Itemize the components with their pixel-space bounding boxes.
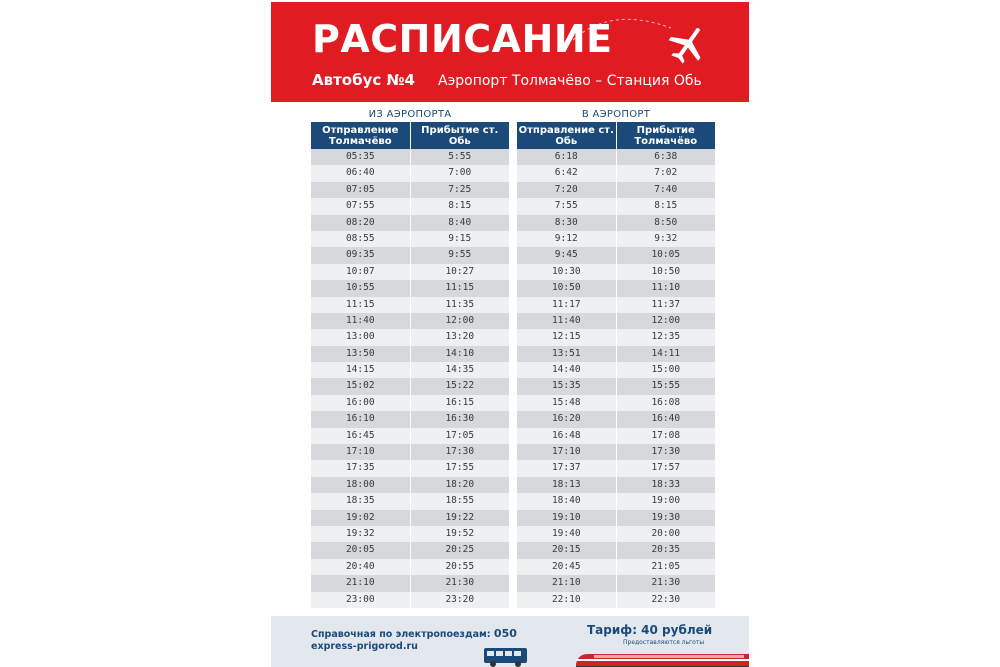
departure-cell: 17:37 — [551, 462, 581, 474]
departure-cell: 9:12 — [554, 232, 578, 244]
table-row — [517, 346, 715, 362]
table-row — [517, 559, 715, 575]
arrival-cell: 14:35 — [410, 362, 510, 378]
table-row — [311, 362, 509, 378]
arrival-cell: 21:05 — [616, 559, 716, 575]
table-row — [311, 378, 509, 394]
table-row — [311, 231, 509, 247]
departure-cell: 15:48 — [551, 396, 581, 408]
table-row — [311, 182, 509, 198]
table-row — [517, 378, 715, 394]
table-row — [517, 165, 715, 181]
arrival-cell: 5:55 — [410, 149, 510, 165]
departure-cell: 17:10 — [551, 446, 581, 458]
arrival-cell: 17:08 — [616, 428, 716, 444]
table-row — [311, 313, 509, 329]
arrival-cell: 14:11 — [616, 346, 716, 362]
info-phone-number: 050 — [493, 627, 517, 640]
table-row — [311, 297, 509, 313]
arrival-cell: 7:25 — [410, 182, 510, 198]
arrival-cell: 16:30 — [410, 411, 510, 427]
departure-cell: 15:35 — [551, 380, 581, 392]
table-header — [517, 122, 715, 149]
arrival-cell: 15:00 — [616, 362, 716, 378]
departure-cell: 18:40 — [551, 495, 581, 507]
arrival-cell: 6:38 — [616, 149, 716, 165]
arrival-cell: 15:55 — [616, 378, 716, 394]
table-row — [517, 313, 715, 329]
departure-cell: 18:35 — [345, 495, 375, 507]
departure-cell: 19:10 — [551, 511, 581, 523]
departure-cell: 18:13 — [551, 478, 581, 490]
table-row — [517, 428, 715, 444]
departure-cell: 20:45 — [551, 560, 581, 572]
table-row — [517, 198, 715, 214]
departure-cell: 14:15 — [345, 364, 375, 376]
departure-cell: 18:00 — [345, 478, 375, 490]
table-row — [311, 198, 509, 214]
arrival-cell: 20:25 — [410, 542, 510, 558]
arrival-cell: 19:00 — [616, 493, 716, 509]
departure-cell: 07:05 — [345, 183, 375, 195]
arrival-cell: 22:30 — [616, 592, 716, 608]
departure-cell: 16:20 — [551, 413, 581, 425]
arrival-cell: 12:00 — [410, 313, 510, 329]
arrival-cell: 19:22 — [410, 510, 510, 526]
table-row — [311, 411, 509, 427]
arrival-cell: 11:37 — [616, 297, 716, 313]
departure-cell: 16:00 — [345, 396, 375, 408]
departure-cell: 19:02 — [345, 511, 375, 523]
arrival-cell: 19:30 — [616, 510, 716, 526]
table-row — [311, 477, 509, 493]
table-row — [517, 493, 715, 509]
table-caption: В АЭРОПОРТ — [581, 109, 651, 120]
table-row — [517, 362, 715, 378]
departure-cell: 14:40 — [551, 364, 581, 376]
departure-cell: 15:02 — [345, 380, 375, 392]
table-row — [517, 329, 715, 345]
table-row — [311, 329, 509, 345]
table-row — [311, 542, 509, 558]
table-row — [517, 280, 715, 296]
train-icon — [576, 650, 749, 667]
departure-cell: 20:40 — [345, 560, 375, 572]
column-header-arrival: Прибытие ст. Обь — [410, 122, 510, 149]
arrival-cell: 20:55 — [410, 559, 510, 575]
table-row — [517, 264, 715, 280]
arrival-cell: 20:35 — [616, 542, 716, 558]
departure-cell: 13:50 — [345, 347, 375, 359]
arrival-cell: 16:15 — [410, 395, 510, 411]
arrival-cell: 8:15 — [410, 198, 510, 214]
arrival-cell: 9:32 — [616, 231, 716, 247]
departure-cell: 9:45 — [554, 249, 578, 261]
footer — [271, 616, 749, 667]
table-row — [311, 247, 509, 263]
arrival-cell: 8:40 — [410, 215, 510, 231]
departure-cell: 6:42 — [554, 167, 578, 179]
route-name: Аэропорт Толмачёво – Станция Обь — [438, 73, 702, 89]
arrival-cell: 10:50 — [616, 264, 716, 280]
table-row — [517, 542, 715, 558]
header-banner — [271, 2, 749, 102]
arrival-cell: 9:55 — [410, 247, 510, 263]
arrival-cell: 7:02 — [616, 165, 716, 181]
table-row — [311, 559, 509, 575]
table-row — [311, 395, 509, 411]
table-body — [517, 149, 715, 608]
departure-cell: 20:15 — [551, 544, 581, 556]
arrival-cell: 17:05 — [410, 428, 510, 444]
departure-cell: 17:35 — [345, 462, 375, 474]
arrival-cell: 12:35 — [616, 329, 716, 345]
website-link[interactable]: express-prigorod.ru — [311, 641, 418, 652]
page-title: РАСПИСАНИЕ — [312, 17, 613, 61]
arrival-cell: 16:08 — [616, 395, 716, 411]
arrival-cell: 21:30 — [410, 575, 510, 591]
arrival-cell: 11:35 — [410, 297, 510, 313]
table-row — [311, 510, 509, 526]
arrival-cell: 18:55 — [410, 493, 510, 509]
departure-cell: 06:40 — [345, 167, 375, 179]
departure-cell: 16:10 — [345, 413, 375, 425]
departure-cell: 07:55 — [345, 200, 375, 212]
benefits-note: Предоставляются льготы — [623, 639, 705, 646]
departure-cell: 10:55 — [345, 282, 375, 294]
departure-cell: 21:10 — [345, 577, 375, 589]
table-row — [517, 247, 715, 263]
table-row — [517, 526, 715, 542]
bus-number: Автобус №4 — [312, 71, 415, 89]
table-row — [311, 493, 509, 509]
table-row — [517, 477, 715, 493]
table-row — [517, 510, 715, 526]
table-row — [517, 215, 715, 231]
arrival-cell: 10:05 — [616, 247, 716, 263]
arrival-cell: 8:15 — [616, 198, 716, 214]
arrival-cell: 17:30 — [616, 444, 716, 460]
table-row — [517, 444, 715, 460]
arrival-cell: 14:10 — [410, 346, 510, 362]
departure-cell: 08:20 — [345, 216, 375, 228]
table-row — [517, 149, 715, 165]
arrival-cell: 15:22 — [410, 378, 510, 394]
arrival-cell: 20:00 — [616, 526, 716, 542]
arrival-cell: 13:20 — [410, 329, 510, 345]
table-row — [311, 346, 509, 362]
departure-cell: 10:30 — [551, 265, 581, 277]
departure-cell: 10:50 — [551, 282, 581, 294]
table-row — [517, 592, 715, 608]
arrival-cell: 7:40 — [616, 182, 716, 198]
table-row — [311, 149, 509, 165]
table-row — [311, 280, 509, 296]
table-row — [311, 526, 509, 542]
arrival-cell: 18:33 — [616, 477, 716, 493]
departure-cell: 11:40 — [345, 314, 375, 326]
table-row — [517, 231, 715, 247]
column-header-departure: Отправление Толмачёво — [322, 125, 399, 147]
table-row — [517, 575, 715, 591]
departure-cell: 17:10 — [345, 446, 375, 458]
arrival-cell: 17:57 — [616, 460, 716, 476]
departure-cell: 21:10 — [551, 577, 581, 589]
table-row — [517, 297, 715, 313]
table-row — [311, 264, 509, 280]
table-row — [311, 592, 509, 608]
arrival-cell: 16:40 — [616, 411, 716, 427]
table-row — [311, 215, 509, 231]
to-airport-table — [517, 108, 715, 608]
table-row — [517, 411, 715, 427]
table-row — [311, 460, 509, 476]
table-row — [311, 165, 509, 181]
table-header — [311, 122, 509, 149]
info-line — [311, 627, 517, 640]
table-row — [517, 182, 715, 198]
departure-cell: 13:00 — [345, 331, 375, 343]
arrival-cell: 9:15 — [410, 231, 510, 247]
arrival-cell: 21:30 — [616, 575, 716, 591]
arrival-cell: 18:20 — [410, 477, 510, 493]
airplane-icon — [666, 24, 710, 64]
departure-cell: 05:35 — [345, 151, 375, 162]
departure-cell: 12:15 — [551, 331, 581, 343]
departure-cell: 23:00 — [345, 593, 375, 605]
table-row — [517, 460, 715, 476]
arrival-cell: 23:20 — [410, 592, 510, 608]
column-header-arrival: Прибытие Толмачёво — [616, 122, 716, 149]
departure-cell: 7:20 — [554, 183, 578, 195]
departure-cell: 09:35 — [345, 249, 375, 261]
departure-cell: 19:32 — [345, 527, 375, 539]
arrival-cell: 12:00 — [616, 313, 716, 329]
arrival-cell: 17:30 — [410, 444, 510, 460]
table-row — [311, 444, 509, 460]
departure-cell: 16:45 — [345, 429, 375, 441]
table-row — [311, 575, 509, 591]
table-body — [311, 149, 509, 608]
arrival-cell: 11:10 — [616, 280, 716, 296]
bus-icon — [483, 646, 529, 667]
departure-cell: 11:17 — [551, 298, 581, 310]
arrival-cell: 17:55 — [410, 460, 510, 476]
departure-cell: 16:48 — [551, 429, 581, 441]
arrival-cell: 19:52 — [410, 526, 510, 542]
table-row — [311, 428, 509, 444]
departure-cell: 19:40 — [551, 527, 581, 539]
departure-cell: 08:55 — [345, 232, 375, 244]
table-row — [517, 395, 715, 411]
from-airport-table — [311, 108, 509, 608]
schedule-poster — [271, 2, 749, 667]
departure-cell: 10:07 — [345, 265, 375, 277]
column-header-departure: Отправление ст. Обь — [518, 125, 614, 147]
departure-cell: 6:18 — [554, 151, 578, 162]
departure-cell: 11:15 — [345, 298, 375, 310]
arrival-cell: 8:50 — [616, 215, 716, 231]
arrival-cell: 7:00 — [410, 165, 510, 181]
table-caption: ИЗ АЭРОПОРТА — [368, 109, 452, 120]
departure-cell: 13:51 — [551, 347, 581, 359]
arrival-cell: 10:27 — [410, 264, 510, 280]
departure-cell: 8:30 — [554, 216, 578, 228]
departure-cell: 11:40 — [551, 314, 581, 326]
departure-cell: 22:10 — [551, 593, 581, 605]
departure-cell: 7:55 — [554, 200, 578, 212]
fare-label: Тариф: 40 рублей — [587, 623, 713, 637]
departure-cell: 20:05 — [345, 544, 375, 556]
arrival-cell: 11:15 — [410, 280, 510, 296]
info-label: Справочная по электропоездам: — [311, 629, 491, 640]
